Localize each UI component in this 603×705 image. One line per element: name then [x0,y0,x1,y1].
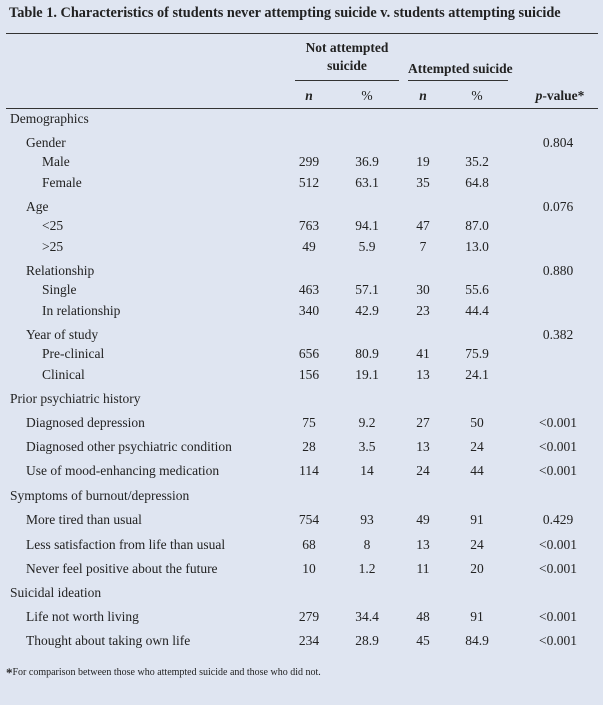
cell-n2: 7 [419,239,427,254]
cell-pct2: 91 [470,609,484,624]
category-row [0,415,603,435]
footnote-text: For comparison between those who attempted suicide and those who did not. [12,667,321,678]
row-label: Thought about taking own life [26,633,191,648]
cell-n1: 512 [298,175,320,190]
cell-n2: 13 [416,439,430,454]
cell-p: <0.001 [539,463,577,478]
col-n1: n [305,88,313,103]
cell-n2: 13 [416,537,430,552]
category-row [0,561,603,581]
cell-pct1: 3.5 [358,439,376,454]
p-italic: p [535,88,543,103]
row-label: Single [42,282,77,297]
row-label: <25 [42,218,64,233]
row-label: Female [42,175,82,190]
cell-n2: 49 [416,512,430,527]
cell-pct1: 5.9 [358,239,376,254]
header-rule [6,108,598,109]
table-row [0,303,603,323]
table-title: Table 1. Characteristics of students never attempting suicide v. students attempting suicide [9,5,561,21]
cell-pct1: 1.2 [358,561,376,576]
footnote-mark: * [6,665,13,680]
cell-n2: 11 [416,561,430,576]
row-label: More tired than usual [26,512,142,527]
group1-underline [295,80,399,81]
cell-n1: 656 [298,346,320,361]
cell-n2: 27 [416,415,430,430]
table-row [0,346,603,366]
cell-pct1: 93 [360,512,374,527]
cell-pct1: 80.9 [355,346,379,361]
cell-pct2: 64.8 [465,175,489,190]
cell-pct2: 24.1 [465,367,489,382]
cell-p: <0.001 [539,633,577,648]
cell-pct2: 75.9 [465,346,489,361]
header-attempted: Attempted suicide [408,61,513,76]
cell-pct1: 14 [360,463,374,478]
cell-pct1: 19.1 [355,367,379,382]
cell-pct2: 44.4 [465,303,489,318]
row-label: Diagnosed other psychiatric condition [26,439,232,454]
row-label: In relationship [42,303,121,318]
cell-pct2: 35.2 [465,154,489,169]
cell-pct2: 50 [470,415,484,430]
row-label: >25 [42,239,64,254]
row-label: Life not worth living [26,609,139,624]
cell-n1: 234 [298,633,320,648]
row-label: Use of mood-enhancing medication [26,463,220,478]
table-row [0,218,603,238]
cell-n1: 10 [302,561,316,576]
p-rest: -value* [542,88,585,103]
category-row [0,537,603,557]
header-not-attempted-line2: suicide [327,58,367,73]
col-pct2: % [471,88,483,103]
table-row [0,367,603,387]
cell-pct2: 44 [470,463,484,478]
category-row [0,263,603,283]
table-row [0,239,603,259]
cell-n1: 156 [298,367,320,382]
cell-n1: 279 [298,609,320,624]
row-label: Diagnosed depression [26,415,145,430]
cell-n2: 35 [416,175,430,190]
cell-p: <0.001 [539,561,577,576]
cell-n2: 30 [416,282,430,297]
category-row [0,199,603,219]
header-not-attempted-line1: Not attempted [305,40,389,55]
cell-pct2: 24 [470,537,484,552]
category-row [0,135,603,155]
col-n2: n [419,88,427,103]
cell-n1: 754 [298,512,320,527]
category-row [0,439,603,459]
row-label: Gender [26,135,66,150]
cell-pct1: 28.9 [355,633,379,648]
cell-n2: 45 [416,633,430,648]
cell-pct2: 20 [470,561,484,576]
cell-p: 0.382 [542,327,574,342]
cell-pct2: 13.0 [465,239,489,254]
cell-n2: 48 [416,609,430,624]
cell-pct1: 9.2 [358,415,376,430]
cell-pct2: 24 [470,439,484,454]
table-row [0,154,603,174]
row-label: Age [26,199,49,214]
cell-pct1: 42.9 [355,303,379,318]
cell-n1: 763 [298,218,320,233]
cell-pct2: 87.0 [465,218,489,233]
cell-n2: 47 [416,218,430,233]
table-row [0,175,603,195]
col-p-value [536,88,585,104]
cell-pct1: 34.4 [355,609,379,624]
row-label: Less satisfaction from life than usual [26,537,226,552]
section-heading-row [0,488,603,508]
cell-p: 0.429 [542,512,574,527]
cell-p: <0.001 [539,609,577,624]
section-heading-row [0,111,603,131]
group2-underline [408,80,508,81]
cell-p: 0.804 [542,135,574,150]
cell-n1: 114 [299,463,319,478]
cell-n2: 23 [416,303,430,318]
column-header-row [0,88,603,108]
cell-pct2: 91 [470,512,484,527]
cell-p: 0.076 [542,199,574,214]
cell-pct2: 84.9 [465,633,489,648]
row-label: Year of study [26,327,99,342]
section-heading-row [0,391,603,411]
cell-p: <0.001 [539,537,577,552]
row-label: Never feel positive about the future [26,561,218,576]
row-label: Demographics [10,111,89,126]
row-label: Symptoms of burnout/depression [10,488,190,503]
header-not-attempted [295,40,399,74]
cell-n1: 75 [302,415,316,430]
cell-n2: 41 [416,346,430,361]
cell-n2: 13 [416,367,430,382]
row-label: Pre-clinical [42,346,105,361]
category-row [0,327,603,347]
category-row [0,512,603,532]
table-row [0,282,603,302]
cell-pct1: 57.1 [355,282,379,297]
cell-n1: 463 [298,282,320,297]
cell-n2: 19 [416,154,430,169]
cell-pct2: 55.6 [465,282,489,297]
row-label: Prior psychiatric history [10,391,141,406]
cell-n1: 68 [302,537,316,552]
cell-n1: 28 [302,439,316,454]
cell-n2: 24 [416,463,430,478]
top-rule [6,33,598,34]
row-label: Suicidal ideation [10,585,102,600]
cell-n1: 299 [298,154,320,169]
cell-p: 0.880 [542,263,574,278]
category-row [0,633,603,653]
row-label: Male [42,154,70,169]
footnote [6,665,321,681]
section-heading-row [0,585,603,605]
cell-p: <0.001 [539,439,577,454]
cell-pct1: 94.1 [355,218,379,233]
category-row [0,609,603,629]
cell-pct1: 63.1 [355,175,379,190]
category-row [0,463,603,483]
row-label: Relationship [26,263,95,278]
cell-n1: 49 [302,239,316,254]
col-pct1: % [361,88,373,103]
cell-p: <0.001 [539,415,577,430]
cell-n1: 340 [298,303,320,318]
cell-pct1: 8 [363,537,371,552]
row-label: Clinical [42,367,85,382]
cell-pct1: 36.9 [355,154,379,169]
